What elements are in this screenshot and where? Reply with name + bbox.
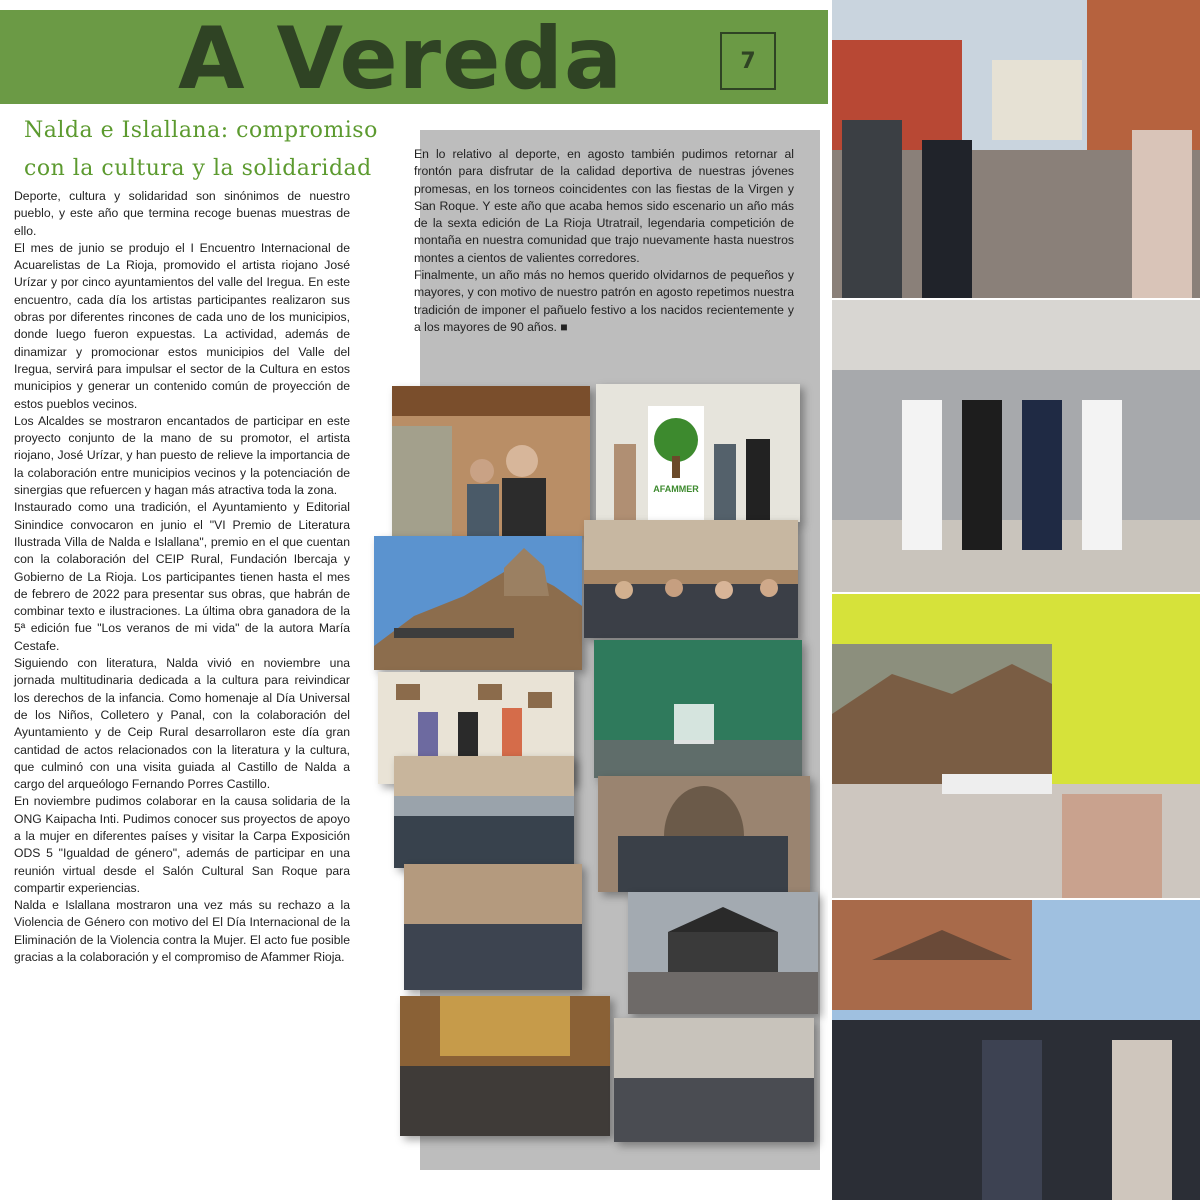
photo-crowd-square	[584, 520, 798, 638]
paragraph: Siguiendo con literatura, Nalda vivió en noviembre una jornada multitudinaria dedicada a la cultura para reivindicar los derechos de la infancia. Como homenaje al Día Universal de los Niños, Colletero y Panal, con la colaboración del Ayuntamiento y de Ceip Rural desarrollaron este día gran cantidad de actos relacionados con la literatura y la cultura, que culminó con una visita guiada al Castillo de Nalda a cargo del arqueólogo Fernando Porres Castillo.	[14, 656, 350, 792]
photo-fronton-court	[594, 640, 802, 778]
right-column	[414, 146, 794, 336]
photo-meeting-room	[832, 594, 1200, 898]
magazine-masthead: A Vereda	[178, 9, 624, 109]
photo-afammer-banner	[596, 384, 800, 522]
paragraph: Deporte, cultura y solidaridad son sinónimos de nuestro pueblo, y este año que termina recoge buenas muestras de ello.	[14, 189, 350, 238]
paragraph: Los Alcaldes se mostraron encantados de participar en este proyecto conjunto de la mano de su promotor, el artista riojano, José Urízar, y han puesto de relieve la importancia de la colaboración entre municipios vecinos y la potenciación de sinergias que refuercen y hagan más atractiva toda la zona.	[14, 413, 350, 498]
article-title-line-1: Nalda e Islallana: compromiso	[24, 118, 378, 143]
photo-bakery	[832, 300, 1200, 592]
photo-group-plaza	[404, 864, 582, 990]
photo-outdoor-gathering	[832, 900, 1200, 1200]
photo-church-group	[400, 996, 610, 1136]
photo-group-street	[394, 756, 574, 868]
paragraph: Instaurado como una tradición, el Ayuntamiento y Editorial Sinindice convocaron en junio el "VI Premio de Literatura Ilustrada Villa de Nalda e Islallana", premio en el que cuentan con la colaboración del CEIP Rural, Fundación Ibercaja y Gobierno de La Rioja. Los participantes tienen hasta el mes de febrero de 2022 para presentar sus obras, que habrán de combinar texto e ilustraciones. La última obra ganadora de la 5ª edición fue "Los veranos de mi vida" de la autora María Cestafe.	[14, 500, 350, 653]
paragraph: Finalmente, un año más no hemos querido olvidarnos de pequeños y mayores, y con motivo de nuestro patrón en agosto repetimos nuestra tradición de imponer el pañuelo festivo a los nacidos recientemente y a los mayores de 90 años. ■	[414, 268, 794, 334]
paragraph: En lo relativo al deporte, en agosto también pudimos retornar al frontón para disfrutar de la calidad deportiva de nuestras jóvenes promesas, en los torneos coincidentes con las fiestas de la Virgen y San Roque. Y este año que acaba hemos sido escenario un año más de la sexta edición de La Rioja Utratrail, legendaria competición de montaña en nuestra comunidad que trajo nuevamente hasta nuestros montes a cientos de valientes corredores.	[414, 147, 794, 265]
photo-street-market	[832, 0, 1200, 298]
photo-exhibition-tent	[628, 892, 818, 1014]
article-title-line-2: con la cultura y la solidaridad	[24, 156, 372, 181]
photo-castle-hill	[374, 536, 582, 670]
paragraph: En noviembre pudimos colaborar en la causa solidaria de la ONG Kaipacha Inti. Pudimos conocer sus proyectos de apoyo a la mujer en diferentes países y visitar la Carpa Exposición ODS 5 "Igualdad de género", además de participar en una reunión virtual desde el Salón Cultural San Roque para compartir experiencias.	[14, 794, 350, 895]
photo-castle-tour	[598, 776, 810, 892]
paragraph: El mes de junio se produjo el I Encuentro Internacional de Acuarelistas de La Rioja, promovido el artista riojano José Urízar y por cinco ayuntamientos del valle del Iregua. En este encuentro, cada día los artistas participantes realizaron sus obras por diferentes rincones de cada uno de los municipios, donde luego fueron expuestas. La actividad, además de dinamizar y promocionar estos municipios del Valle del Iregua, servirá para impulsar el sector de la Cultura en estos municipios y generar un contenido común de proyección de estos pueblos vecinos.	[14, 240, 350, 411]
page-number: 7	[720, 32, 776, 90]
paragraph: Nalda e Islallana mostraron una vez más su rechazo a la Violencia de Género con motivo del El Día Internacional de la Eliminación de la Violencia contra la Mujer. El acto fue posible gracias a la colaboración y el compromiso de Afammer Rioja.	[14, 898, 350, 965]
photo-watercolor-artists	[392, 386, 590, 536]
left-column	[14, 188, 350, 966]
banner-label: AFAMMER	[653, 484, 699, 494]
article-title	[24, 112, 378, 188]
photo-elderly-group	[614, 1018, 814, 1142]
